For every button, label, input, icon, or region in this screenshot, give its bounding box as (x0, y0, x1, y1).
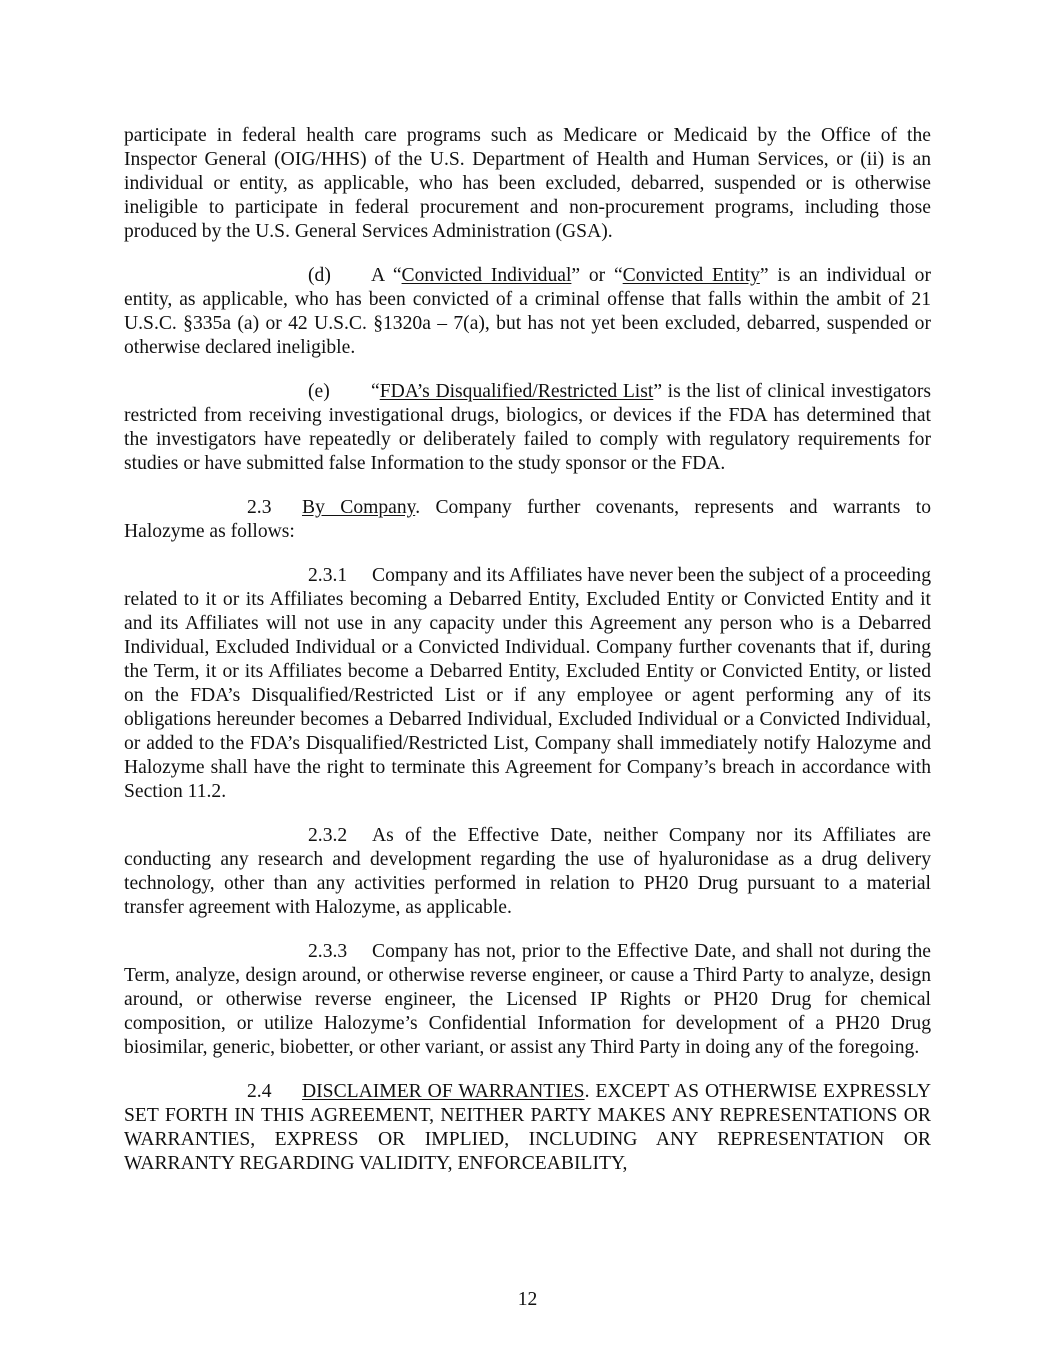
section-heading-by-company: By Company (302, 497, 416, 518)
section-number-2-3-3: 2.3.3 (308, 941, 348, 962)
section-number-2-4: 2.4 (247, 1081, 272, 1102)
text-fragment: A “ (371, 265, 402, 286)
paragraph-e (124, 380, 931, 476)
text-fragment: ” is the list of clinical investigators restricted from receiving investigational drugs, biologics, or devices if the FDA has determined that the investigators have repeatedly or deliberately failed to comply with regulatory requirements for studies or have submitted false Information to the study sponsor or the FDA. (124, 381, 931, 474)
section-number-2-3-2: 2.3.2 (308, 825, 348, 846)
section-2-4 (124, 1080, 931, 1176)
section-number-e: (e) (308, 381, 330, 402)
section-number-2-3-1: 2.3.1 (308, 565, 348, 586)
document-page (124, 124, 931, 1196)
section-2-3-2 (124, 824, 931, 920)
section-number-2-3: 2.3 (247, 497, 272, 518)
page-number: 12 (517, 1289, 538, 1310)
paragraph-intro: participate in federal health care programs such as Medicare or Medicaid by the Office of the Inspector General (OIG/HHS) of the U.S. Department of Health and Human Services, or (ii) is an individual or entity, as applicable, who has been excluded, debarred, suspended or is otherwise ineligible to participate in federal procurement and non-procurement programs, including those produced by the U.S. General Services Administration (GSA). (124, 125, 931, 242)
text-fragment: . Company further covenants, represents and warrants to Halozyme as follows: (124, 497, 931, 542)
section-number-d: (d) (308, 265, 331, 286)
text-fragment: ” or “ (571, 265, 623, 286)
section-2-3-1 (124, 564, 931, 804)
text-fragment: “ (371, 381, 380, 402)
defined-term-convicted-entity: Convicted Entity (622, 265, 760, 286)
text-fragment: As of the Effective Date, neither Company nor its Affiliates are conducting any research and development regarding the use of hyaluronidase as a drug delivery technology, other than any activities performed in relation to PH20 Drug pursuant to a material transfer agreement with Halozyme, as applicable. (124, 825, 931, 918)
text-fragment: Company has not, prior to the Effective Date, and shall not during the Term, analyze, design around, or otherwise reverse engineer, or cause a Third Party to analyze, design around, or otherwise reverse engineer, the Licensed IP Rights or PH20 Drug for chemical composition, or utilize Halozyme’s Confidential Information for development of a PH20 Drug biosimilar, generic, biobetter, or other variant, or assist any Third Party in doing any of the foregoing. (124, 941, 931, 1058)
section-heading-disclaimer: DISCLAIMER OF WARRANTIES (302, 1081, 585, 1102)
section-2-3-3 (124, 940, 931, 1060)
paragraph-d (124, 264, 931, 360)
defined-term-fda-list: FDA’s Disqualified/Restricted List (379, 381, 654, 402)
text-fragment: ” is an individual or entity, as applicable, who has been convicted of a criminal offense that falls within the ambit of 21 U.S.C. §335a (a) or 42 U.S.C. §1320a – 7(a), but has not yet been excluded, debarred, suspended or otherwise declared ineligible. (124, 265, 931, 358)
text-fragment: . EXCEPT AS OTHERWISE EXPRESSLY SET FORTH IN THIS AGREEMENT, NEITHER PARTY MAKES ANY REPRESENTATIONS OR WARRANTIES, EXPRESS OR IMPLIED, INCLUDING ANY REPRESENTATION OR WARRANTY REGARDING VALIDITY, ENFORCEABILITY, (124, 1081, 931, 1174)
defined-term-convicted-individual: Convicted Individual (401, 265, 572, 286)
section-2-3 (124, 496, 931, 544)
text-fragment: Company and its Affiliates have never been the subject of a proceeding related to it or its Affiliates becoming a Debarred Entity, Excluded Entity or Convicted Entity and it and its Affiliates will not use in any capacity under this Agreement any person who is a Debarred Individual, Excluded Individual or a Convicted Individual. Company further covenants that if, during the Term, it or its Affiliates become a Debarred Entity, Excluded Entity or Convicted Entity, or listed on the FDA’s Disqualified/Restricted List or if any employee or agent performing any of its obligations hereunder becomes a Debarred Individual, Excluded Individual or a Convicted Individual, or added to the FDA’s Disqualified/Restricted List, Company shall immediately notify Halozyme and Halozyme shall have the right to terminate this Agreement for Company’s breach in accordance with Section 11.2. (124, 565, 931, 802)
